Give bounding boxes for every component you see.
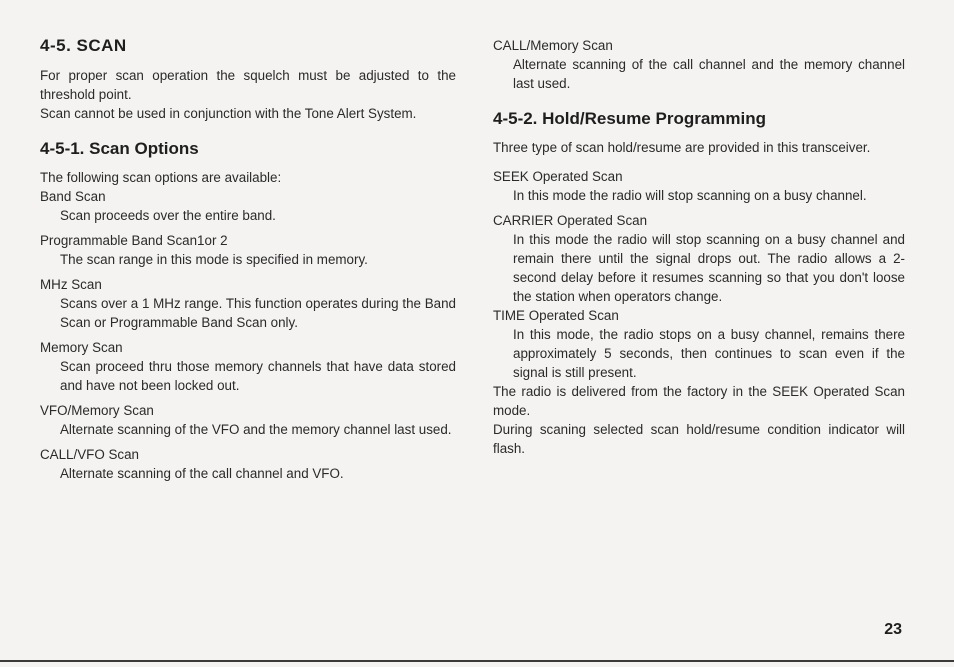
factory-default-note: The radio is delivered from the factory in the SEEK Operated Scan mode. xyxy=(493,384,905,418)
hold-mode-carrier xyxy=(493,211,905,306)
intro-paragraph-squelch: For proper scan operation the squelch must be adjusted to the threshold point. xyxy=(40,68,456,102)
hold-mode-desc: In this mode, the radio stops on a busy channel, remains there approximately 5 seconds, then continues to scan even if the signal is still present. xyxy=(513,327,905,380)
hold-mode-time xyxy=(493,306,905,382)
scan-option-title: VFO/Memory Scan xyxy=(40,403,154,418)
hold-mode-title: CARRIER Operated Scan xyxy=(493,213,648,228)
scan-option-title: CALL/Memory Scan xyxy=(493,38,613,53)
indicator-flash-note: During scaning selected scan hold/resume condition indicator will flash. xyxy=(493,422,905,456)
left-column xyxy=(40,36,456,483)
scan-option-desc: Scan proceeds over the entire band. xyxy=(60,208,276,223)
scan-options-heading: 4-5-1. Scan Options xyxy=(40,139,199,158)
hold-mode-desc: In this mode the radio will stop scanning on a busy channel and remain there until the signal drops out. The radio allows a 2-second delay before it resumes scanning so that you don't loose the station when operators change. xyxy=(513,232,905,304)
intro-paragraph-tone-alert: Scan cannot be used in conjunction with the Tone Alert System. xyxy=(40,106,417,121)
scan-option-desc: The scan range in this mode is specified in memory. xyxy=(60,252,368,267)
hold-mode-title: SEEK Operated Scan xyxy=(493,169,623,184)
hold-mode-desc: In this mode the radio will stop scanning on a busy channel. xyxy=(513,188,867,203)
scan-option-title: Programmable Band Scan1or 2 xyxy=(40,233,228,248)
hold-mode-seek xyxy=(493,167,905,205)
scan-option-memory xyxy=(40,338,456,395)
page-number: 23 xyxy=(884,621,902,638)
bottom-rule xyxy=(0,660,954,662)
scan-option-desc: Scans over a 1 MHz range. This function operates during the Band Scan or Programmable Band Scan only. xyxy=(60,296,456,330)
right-column xyxy=(493,36,905,458)
hold-mode-title: TIME Operated Scan xyxy=(493,308,619,323)
scan-option-band xyxy=(40,187,456,225)
hold-resume-heading: 4-5-2. Hold/Resume Programming xyxy=(493,109,767,128)
section-heading: 4-5. SCAN xyxy=(40,36,127,55)
scan-option-mhz xyxy=(40,275,456,332)
scan-option-title: CALL/VFO Scan xyxy=(40,447,139,462)
scan-option-call-vfo xyxy=(40,445,456,483)
scan-option-desc: Alternate scanning of the VFO and the memory channel last used. xyxy=(60,422,452,437)
scan-option-programmable-band xyxy=(40,231,456,269)
scan-option-desc: Scan proceed thru those memory channels that have data stored and have not been locked out. xyxy=(60,359,456,393)
scan-option-title: Memory Scan xyxy=(40,340,123,355)
scan-options-lead: The following scan options are available: xyxy=(40,170,282,185)
scan-option-desc: Alternate scanning of the call channel and VFO. xyxy=(60,466,344,481)
scan-option-vfo-memory xyxy=(40,401,456,439)
scan-option-title: MHz Scan xyxy=(40,277,102,292)
scan-option-title: Band Scan xyxy=(40,189,106,204)
scan-option-call-memory xyxy=(493,36,905,93)
hold-resume-lead: Three type of scan hold/resume are provided in this transceiver. xyxy=(493,140,871,155)
scan-option-desc: Alternate scanning of the call channel and the memory channel last used. xyxy=(513,57,905,91)
